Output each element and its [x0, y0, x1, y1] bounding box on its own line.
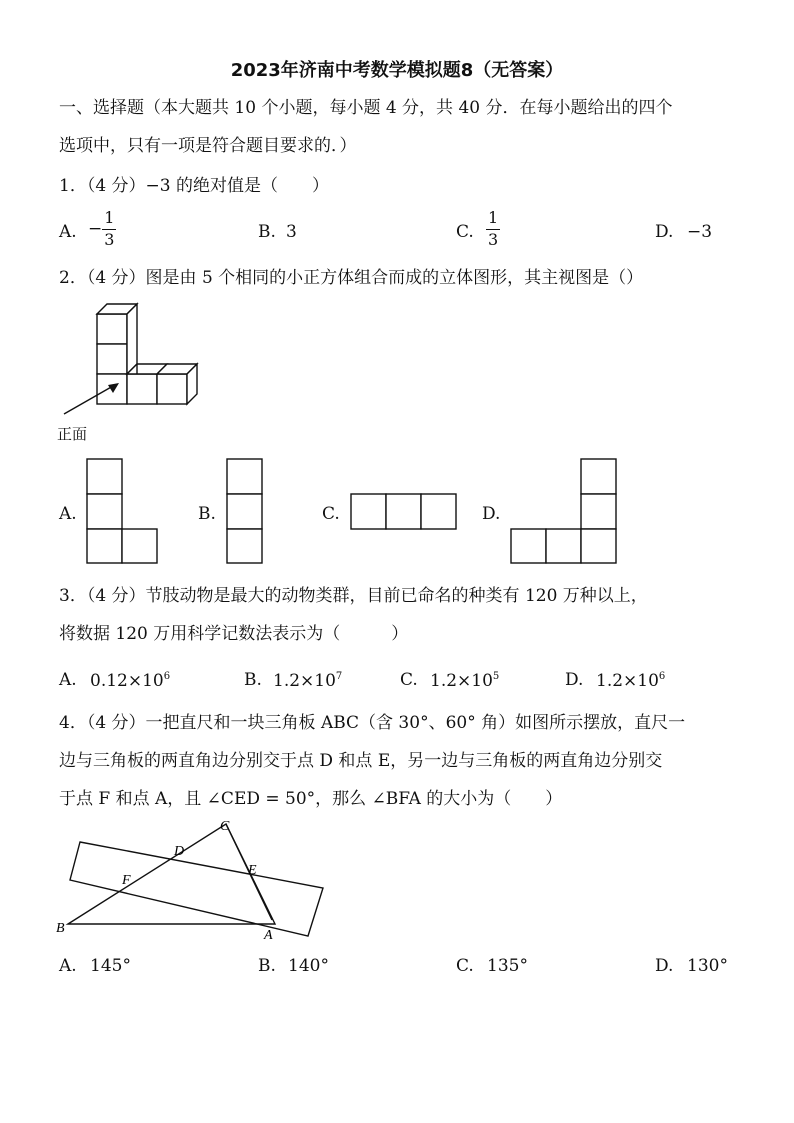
- view-square: [87, 529, 122, 563]
- q3-stem-line1: 3．（4 分）节肢动物是最大的动物类群，目前已命名的种类有 120 万种以上，: [59, 586, 648, 606]
- q3-option-d-label[interactable]: D.: [565, 670, 584, 690]
- q2-stem: 2．（4 分）图是由 5 个相同的小正方体组合而成的立体图形，其主视图是（）: [59, 268, 644, 288]
- point-b-label: B: [56, 921, 65, 936]
- q1-option-a-value: [88, 210, 116, 249]
- q3-option-a-exponent: 6: [163, 671, 171, 682]
- q1-option-c-numerator: 1: [486, 210, 500, 230]
- q2-option-a-view: [86, 458, 160, 564]
- q1-stem: 1．（4 分）−3 的绝对值是（ ）: [59, 176, 329, 196]
- q1-option-b-label[interactable]: B.: [258, 222, 276, 242]
- q3-option-a-value: [90, 672, 170, 690]
- q4-option-d-value: 130°: [687, 956, 728, 976]
- point-c-label: C: [220, 819, 230, 834]
- q4-geometry-figure: [50, 812, 340, 947]
- q2-option-d-view: [510, 458, 620, 564]
- cube-front-face: [127, 374, 157, 404]
- ruler-shape: [70, 842, 323, 936]
- q3-option-c-label[interactable]: C.: [400, 670, 418, 690]
- q1-option-a-denominator: 3: [104, 229, 115, 249]
- q3-option-b-base: 1.2×10: [273, 671, 336, 691]
- q4-option-d-label[interactable]: D.: [655, 956, 674, 976]
- view-square: [546, 529, 581, 563]
- q4-stem-line1: 4．（4 分）一把直尺和一块三角板 ABC（含 30°、60° 角）如图所示摆放，直尺一: [59, 713, 686, 733]
- q3-option-c-exponent: 5: [492, 671, 500, 682]
- q1-option-d-label[interactable]: D.: [655, 222, 674, 242]
- q1-option-b-value: 3: [286, 222, 297, 242]
- q2-option-b-view: [226, 458, 266, 564]
- q4-option-a-value: 145°: [90, 956, 131, 976]
- q4-option-a-label[interactable]: A.: [59, 956, 77, 976]
- q1-option-c-fraction: [486, 210, 500, 249]
- view-square: [87, 459, 122, 494]
- q4-option-c-value: 135°: [487, 956, 528, 976]
- view-square: [351, 494, 386, 529]
- q3-option-d-base: 1.2×10: [596, 671, 659, 691]
- cube-front-face: [97, 344, 127, 374]
- q2-option-d-label[interactable]: D.: [482, 504, 501, 524]
- point-f-label: F: [122, 873, 131, 888]
- view-square: [581, 529, 616, 563]
- q2-front-label: 正面: [57, 425, 88, 443]
- q1-option-c-label[interactable]: C.: [456, 222, 474, 242]
- q1-option-d-value: −3: [687, 222, 713, 242]
- view-square: [227, 529, 262, 563]
- view-square: [122, 529, 157, 563]
- q2-option-b-label[interactable]: B.: [198, 504, 216, 524]
- view-square: [87, 494, 122, 529]
- q4-stem-line3: 于点 F 和点 A，且 ∠CED = 50°，那么 ∠BFA 的大小为（ ）: [59, 789, 563, 809]
- q4-option-b-label[interactable]: B.: [258, 956, 276, 976]
- q3-option-a-label[interactable]: A.: [59, 670, 77, 690]
- cube-front-face: [157, 374, 187, 404]
- q4-option-b-value: 140°: [288, 956, 329, 976]
- cube-front-face: [97, 314, 127, 344]
- view-square: [511, 529, 546, 563]
- section-instructions-line1: 一、选择题（本大题共 10 个小题，每小题 4 分，共 40 分．在每小题给出的四个: [59, 98, 673, 118]
- q1-option-a-label[interactable]: A.: [59, 222, 77, 242]
- page-title: 2023年济南中考数学模拟题8（无答案）: [230, 60, 564, 81]
- q1-option-a-numerator: 1: [102, 210, 116, 230]
- view-square: [227, 459, 262, 494]
- q3-option-b-value: [273, 672, 342, 690]
- section-instructions-line2: 选项中，只有一项是符合题目要求的．）: [59, 136, 357, 156]
- q1-option-a-fraction: [102, 210, 116, 249]
- q2-option-a-label[interactable]: A.: [59, 504, 77, 524]
- point-e-label: E: [248, 863, 257, 878]
- q1-option-c-value: [486, 210, 500, 249]
- view-square: [386, 494, 421, 529]
- triangle-abc: [68, 824, 275, 924]
- q4-option-c-label[interactable]: C.: [456, 956, 474, 976]
- q4-stem-line2: 边与三角板的两直角边分别交于点 D 和点 E，另一边与三角板的两直角边分别交: [59, 751, 663, 771]
- q3-option-d-value: [596, 672, 665, 690]
- view-square: [581, 459, 616, 494]
- q3-option-b-label[interactable]: B.: [244, 670, 262, 690]
- q2-cube-figure: [50, 300, 220, 440]
- q3-option-b-exponent: 7: [335, 671, 343, 682]
- view-square: [581, 494, 616, 529]
- point-a-label: A: [264, 928, 273, 943]
- view-square: [421, 494, 456, 529]
- q3-stem-line2: 将数据 120 万用科学记数法表示为（ ）: [59, 624, 409, 644]
- view-square: [227, 494, 262, 529]
- q3-option-c-value: [430, 672, 499, 690]
- q2-option-c-view: [350, 493, 460, 531]
- cube-side-face: [127, 304, 137, 374]
- q2-option-c-label[interactable]: C.: [322, 504, 340, 524]
- q1-option-a-sign: −: [88, 218, 103, 239]
- q3-option-d-exponent: 6: [658, 671, 666, 682]
- q3-option-a-base: 0.12×10: [90, 671, 164, 691]
- q3-option-c-base: 1.2×10: [430, 671, 493, 691]
- q1-option-c-denominator: 3: [488, 229, 499, 249]
- point-d-label: D: [174, 844, 185, 859]
